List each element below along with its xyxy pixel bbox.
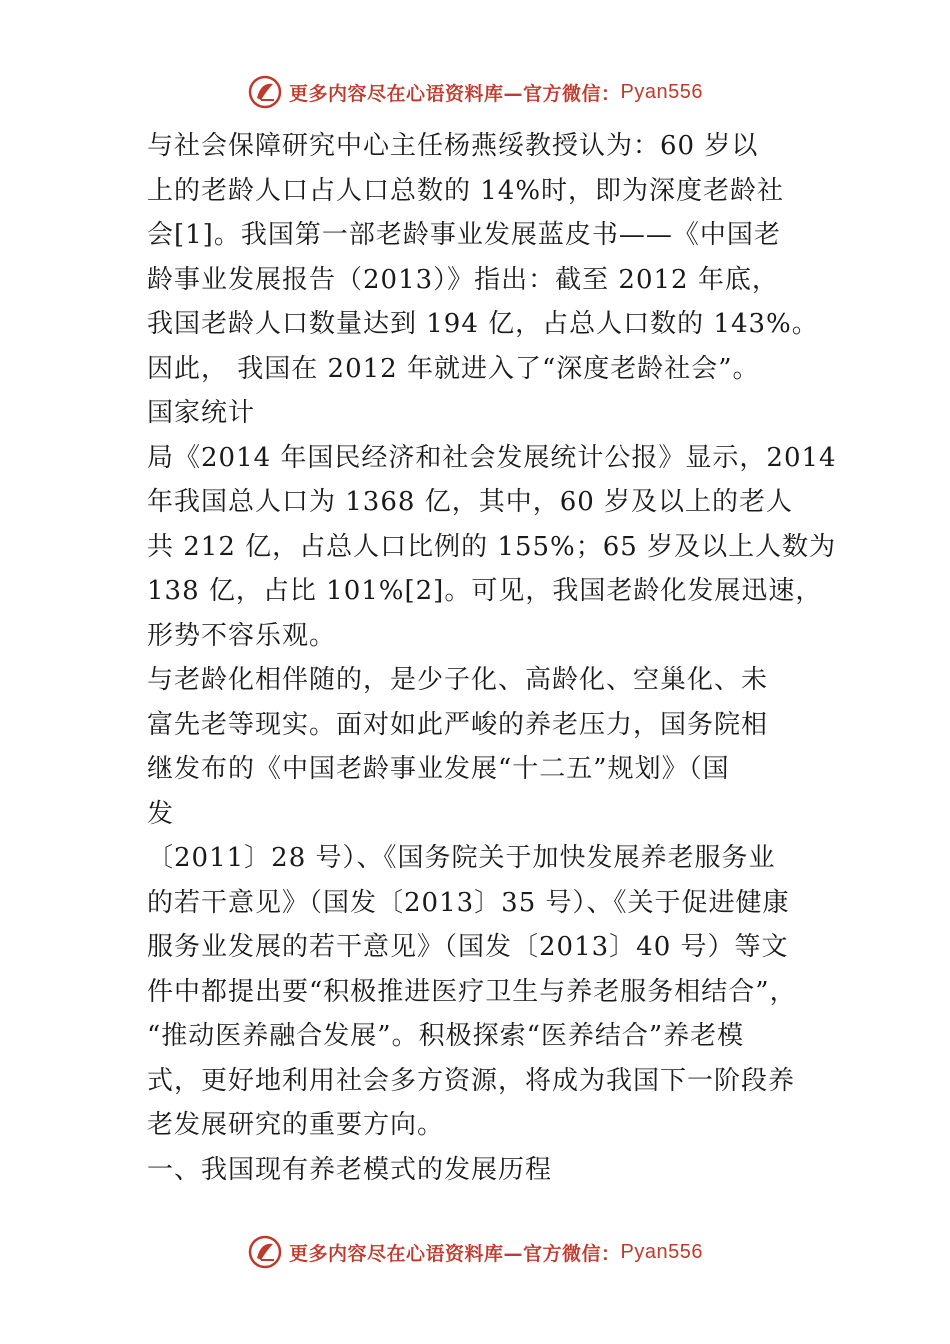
watermark-wechat-id: Pyan556 xyxy=(620,1240,703,1263)
text-line: 上的老龄人口占人口总数的 14%时，即为深度老龄社 xyxy=(147,175,785,206)
text-line: 式，更好地利用社会多方资源，将成为我国下一阶段养 xyxy=(147,1065,796,1096)
text-line: “推动医养融合发展”。积极探索“医养结合”养老模 xyxy=(147,1021,745,1051)
text-line: 与老龄化相伴随的，是少子化、高龄化、空巢化、未 xyxy=(147,665,769,695)
text-line: 发 xyxy=(147,798,175,829)
text-line: 件中都提出要“积极推进医疗卫生与养老服务相结合”， xyxy=(147,976,797,1007)
watermark-text: 更多内容尽在心语资料库—官方微信： xyxy=(289,82,621,105)
text-line: 服务业发展的若干意见》（国发〔2013〕40 号）等文 xyxy=(147,932,789,962)
text-line: 共 212 亿，占总人口比例的 155%；65 岁及以上人数为 xyxy=(147,531,837,562)
text-line: 的若干意见》（国发〔2013〕35 号）、《关于促进健康 xyxy=(147,887,790,918)
text-line: 龄事业发展报告（2013）》指出：截至 2012 年底， xyxy=(147,264,779,295)
text-line: 局《2014 年国民经济和社会发展统计公报》显示，2014 xyxy=(147,442,837,473)
header-watermark xyxy=(0,72,950,112)
text-line: 国家统计 xyxy=(147,398,256,428)
section-heading: 一、我国现有养老模式的发展历程 xyxy=(147,1154,553,1185)
document-body xyxy=(147,124,847,1192)
watermark-text: 更多内容尽在心语资料库—官方微信： xyxy=(289,1242,621,1265)
logo-icon xyxy=(247,74,283,110)
text-line: 与社会保障研究中心主任杨燕绥教授认为：60 岁以 xyxy=(147,131,759,161)
watermark-wechat-id: Pyan556 xyxy=(620,80,703,103)
text-line: 因此， 我国在 2012 年就进入了“深度老龄社会”。 xyxy=(147,353,760,384)
footer-watermark xyxy=(0,1232,950,1272)
text-line: 〔2011〕28 号）、《国务院关于加快发展养老服务业 xyxy=(147,843,776,873)
text-line: 138 亿，占比 101%[2]。可见，我国老龄化发展迅速， xyxy=(147,576,823,606)
text-line: 老发展研究的重要方向。 xyxy=(147,1110,445,1140)
text-line: 会[1]。我国第一部老龄事业发展蓝皮书——《中国老 xyxy=(147,220,781,250)
text-line: 形势不容乐观。 xyxy=(147,620,337,651)
text-line: 富先老等现实。面对如此严峻的养老压力，国务院相 xyxy=(147,709,769,740)
text-line: 年我国总人口为 1368 亿，其中，60 岁及以上的老人 xyxy=(147,487,794,517)
logo-icon xyxy=(247,1234,283,1270)
text-line: 我国老龄人口数量达到 194 亿，占总人口数的 143%。 xyxy=(147,309,819,339)
text-line: 继发布的《中国老龄事业发展“十二五”规划》（国 xyxy=(147,754,730,784)
